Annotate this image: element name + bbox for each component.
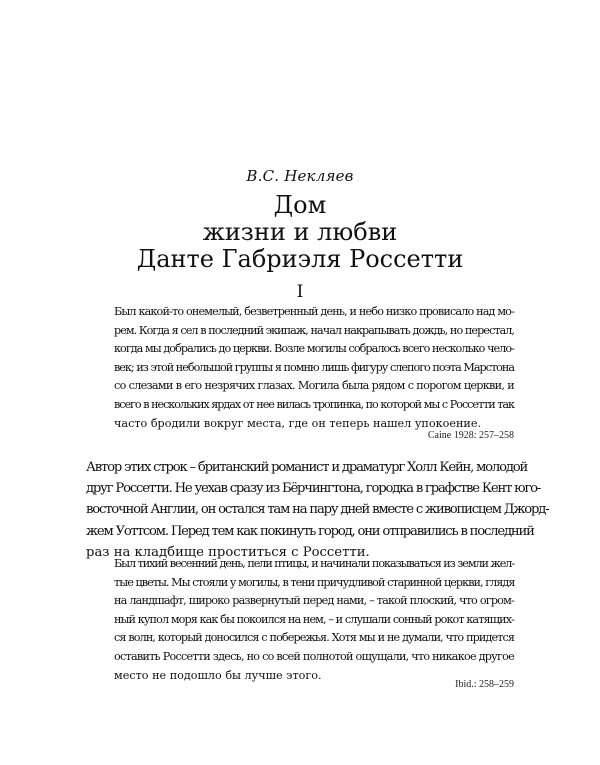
body-paragraph bbox=[86, 457, 549, 563]
block-quote-1 bbox=[114, 303, 514, 433]
quote-line: Был тихий весенний день, пели птицы, и начинали показываться из земли жел- bbox=[114, 557, 515, 570]
paragraph-line: раз на кладбище проститься с Россетти. bbox=[86, 544, 370, 560]
quote-line: ся волн, который доносился с побережья. Хотя мы и не думали, что придется bbox=[114, 631, 514, 645]
quote-line: век; из этой небольшой группы я помню лишь фигуру слепого поэта Марстона bbox=[114, 360, 514, 374]
chapter-title bbox=[0, 192, 600, 273]
quote-line: тые цветы. Мы стояли у могилы, в тени причудливой старинной церкви, глядя bbox=[114, 575, 515, 589]
quote-line: на ландшафт, широко развернутый перед нами, – такой плоский, что огром- bbox=[114, 594, 514, 608]
quote-line: оставить Россетти здесь, но со всей полнотой ощущали, что никакое другое bbox=[114, 649, 514, 663]
author-name: В.С. Некляев bbox=[246, 167, 354, 185]
block-quote-2 bbox=[114, 555, 514, 685]
paragraph-line: восточной Англии, он остался там на пару дней вместе с живописцем Джорд- bbox=[86, 502, 549, 518]
quote-line: всего в нескольких ярдах от нее вилась тропинка, по которой мы с Россетти так bbox=[114, 397, 514, 411]
citation-2: Ibid.: 258–259 bbox=[455, 679, 514, 690]
quote-line: ный купол моря как бы покоился на нем, – и слушали сонный рокот катящих- bbox=[114, 612, 514, 626]
title-line: жизни и любви bbox=[202, 218, 398, 246]
quote-line: часто бродили вокруг места, где он теперь нашел упокоение. bbox=[114, 416, 482, 430]
quote-line: место не подошло бы лучше этого. bbox=[114, 668, 322, 682]
quote-line: Был какой-то онемелый, безветренный день, и небо низко провисало над мо- bbox=[114, 305, 514, 318]
quote-line: рем. Когда я сел в последний экипаж, начал накрапывать дождь, но перестал, bbox=[114, 323, 514, 337]
title-line: Данте Габриэля Россетти bbox=[136, 245, 464, 273]
paragraph-line: друг Россетти. Не уехав сразу из Бёрчингтона, городка в графстве Кент юго- bbox=[86, 481, 541, 497]
quote-line: со слезами в его незрячих глазах. Могила была рядом с порогом церкви, и bbox=[114, 379, 514, 393]
paragraph-line: жем Уоттсом. Перед тем как покинуть город, они отправились в последний bbox=[86, 523, 534, 539]
section-numeral: I bbox=[296, 282, 304, 302]
citation-1: Caine 1928: 257–258 bbox=[427, 430, 514, 441]
quote-line: когда мы добрались до церкви. Возле могилы собралось всего несколько чело- bbox=[114, 342, 514, 356]
title-line: Дом bbox=[273, 191, 327, 219]
paragraph-line: Автор этих строк – британский романист и драматург Холл Кейн, молодой bbox=[86, 460, 528, 475]
